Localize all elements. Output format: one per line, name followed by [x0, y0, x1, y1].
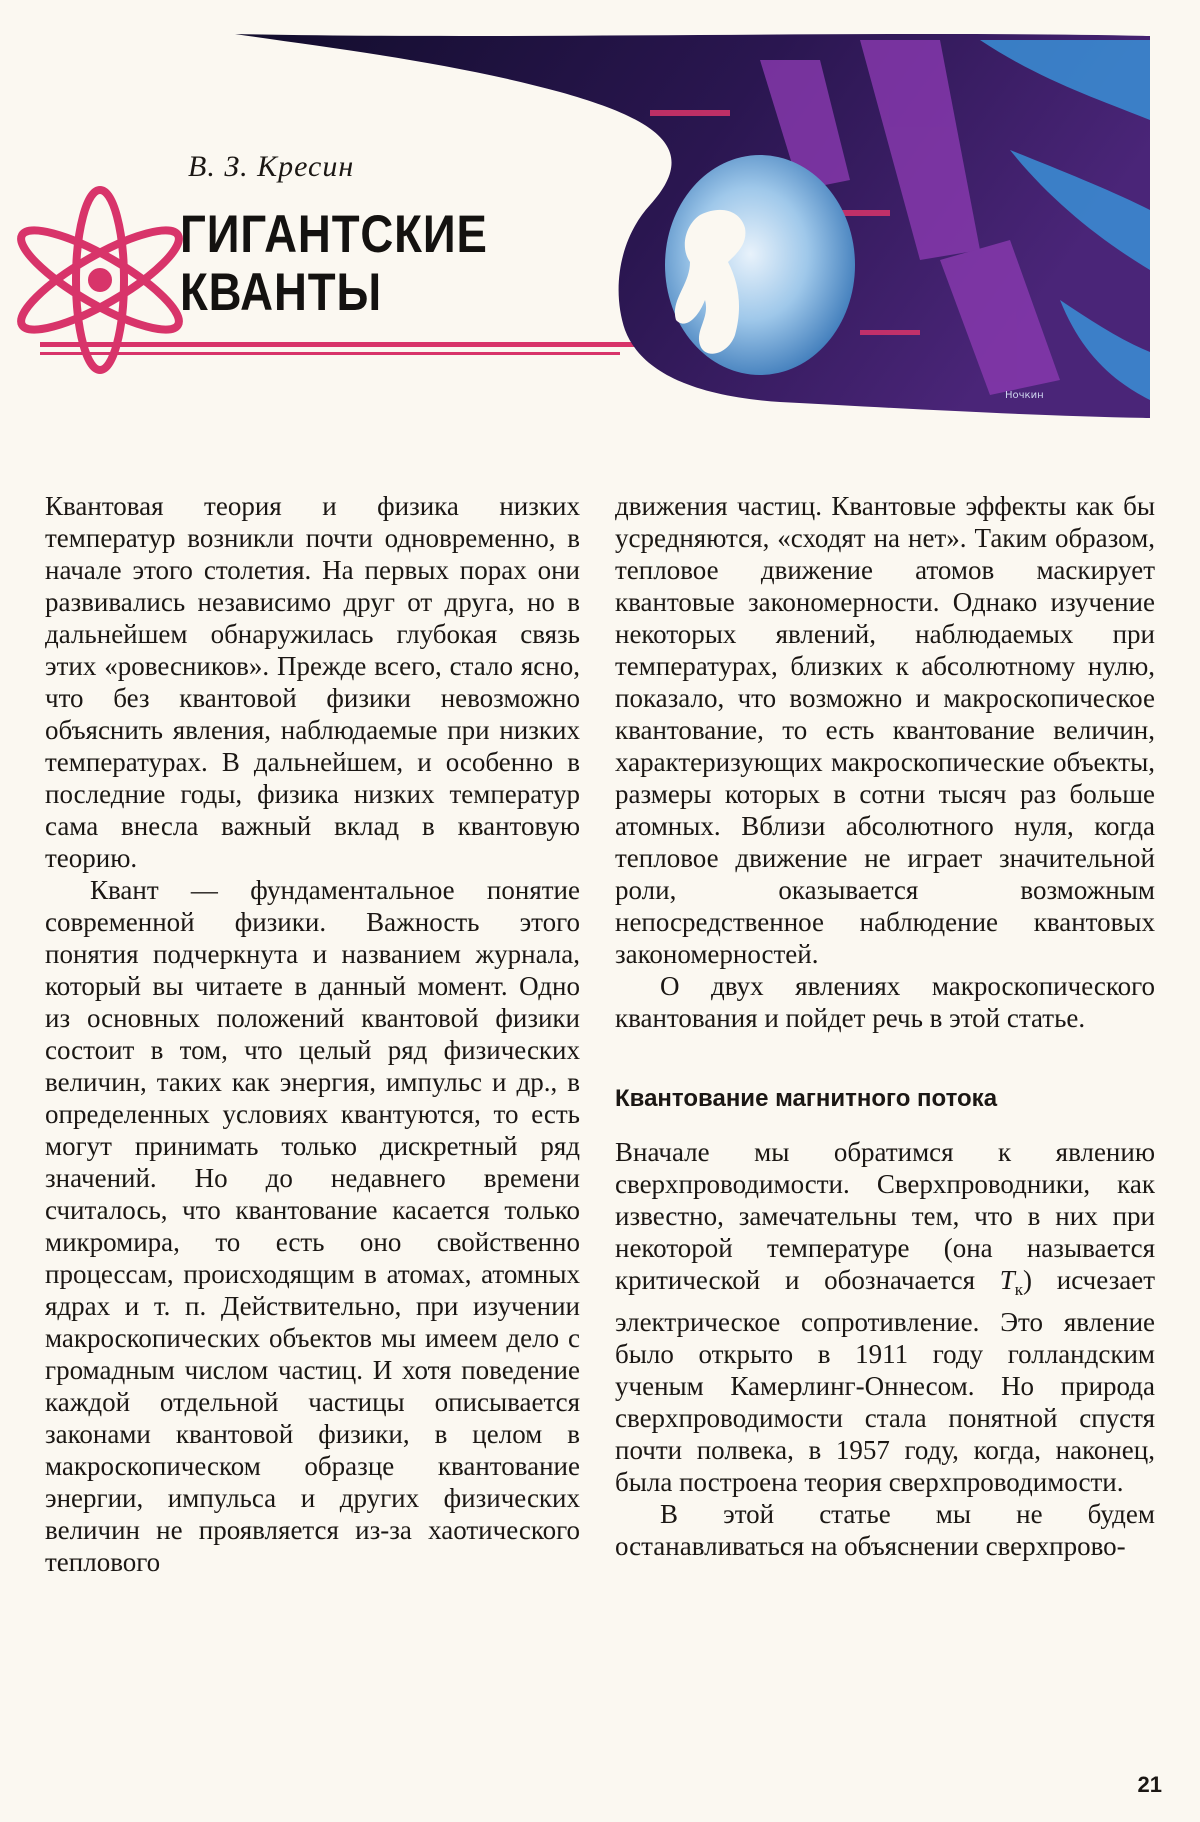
critical-temperature-subscript: к	[1014, 1280, 1024, 1299]
right-column	[615, 490, 1155, 1562]
paragraph: Квант — фундаментальное понятие современной физики. Важность этого понятия подчеркнута и названием журнала, который вы читаете в данный момент. Одно из основных положений квантовой физики состоит в том, что целый ряд физических величин, таких как энергия, импульс и др., в определенных условиях квантуются, то есть могут принимать только дискретный ряд значений. Но до недавнего времени считалось, что квантование касается только микромира, то есть оно свойственно процессам, происходящим в атомах, атомных ядрах и т. п. Действительно, при изучении макроскопических объектов мы имеем дело с громадным числом частиц. И хотя поведение каждой отдельной частицы описывается законами квантовой физики, в целом в макроскопическом образце квантование энергии, импульса и других физических величин не проявляется из-за хаотического теплового	[45, 875, 580, 1577]
paragraph: Квантовая теория и физика низких температур возникли почти одновременно, в начале этого столетия. На первых порах они развивались независимо друг от друга, но в дальнейшем обнаружилась глубокая связь этих «ровесников». Прежде всего, стало ясно, что без квантовой физики невозможно объяснить явления, наблюдаемые при низких температурах. В дальнейшем, и особенно в последние годы, физика низких температур сама внесла важный вклад в квантовую теорию.	[45, 491, 580, 873]
page-number: 21	[1137, 1772, 1162, 1797]
left-column	[45, 490, 580, 1578]
title-line: ГИГАНТСКИЕ	[180, 205, 488, 264]
paragraph: В этой статье мы не будем останавливаться на объяснении сверхпрово-	[615, 1499, 1155, 1561]
article-title	[180, 206, 488, 322]
paragraph: движения частиц. Квантовые эффекты как бы усредняются, «сходят на нет». Таким образом, тепловое движение атомов маскирует квантовые закономерности. Однако изучение некоторых явлений, наблюдаемых при температурах, близких к абсолютному нулю, показало, что возможно и макроскопическое квантование, то есть квантование величин, характеризующих макроскопические объекты, размеры которых в сотни тысяч раз больше атомных. Вблизи абсолютного нуля, когда тепловое движение не играет значительной роли, оказывается возможным непосредственное наблюдение квантовых закономерностей.	[615, 491, 1155, 969]
paragraph	[615, 1136, 1155, 1498]
art-signature: Ночкин	[1005, 390, 1044, 401]
critical-temperature-symbol: T	[999, 1265, 1015, 1295]
pink-rule-line	[40, 342, 640, 347]
paragraph-text: ) исчезает электрическое сопротивление. Это явление было открыто в 1911 году голландским ученым Камерлинг-Оннесом. Но природа сверхпроводимости стала понятной спустя почти полвека, в 1957 году, когда, наконец, была построена теория сверхпроводимости.	[615, 1265, 1155, 1497]
article-author: В. З. Кресин	[188, 150, 355, 183]
title-line: КВАНТЫ	[180, 263, 382, 322]
section-heading: Квантование магнитного потока	[615, 1085, 998, 1112]
paragraph: О двух явлениях макроскопического квантования и пойдет речь в этой статье.	[615, 971, 1155, 1033]
pink-rule-line	[40, 352, 620, 355]
paragraph-text: Вначале мы обратимся к явлению сверхпроводимости. Сверхпроводники, как известно, замечательны тем, что в них при некоторой температуре (она называется критической и обозначается	[615, 1137, 1155, 1295]
article-header	[0, 0, 1200, 440]
